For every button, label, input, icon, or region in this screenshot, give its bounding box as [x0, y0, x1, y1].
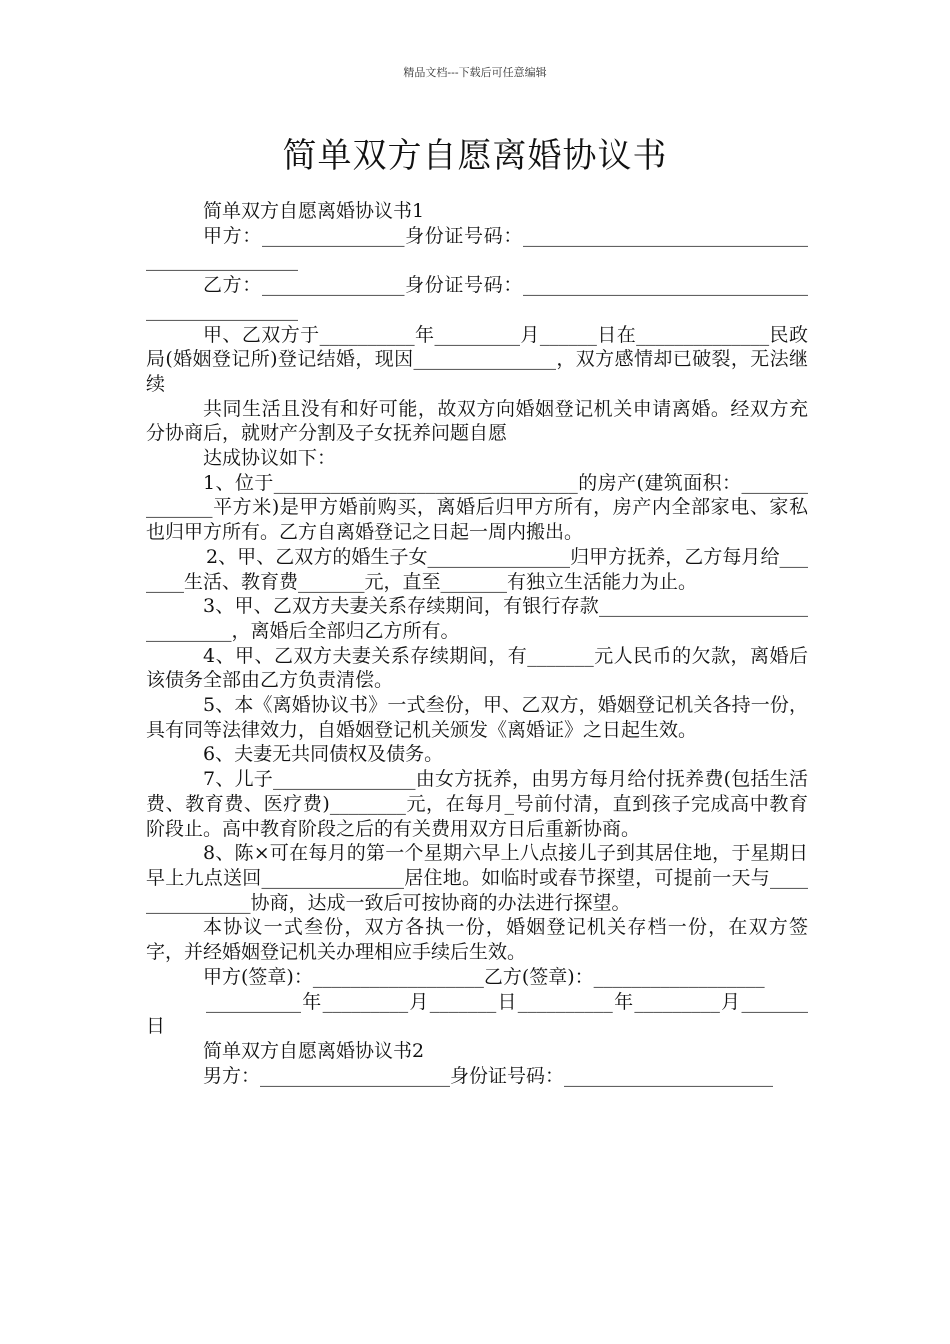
clause-8: 8、陈×可在每月的第一个星期六早上八点接儿子到其居住地，于星期日早上九点送回_______________居住地。如临时或春节探望，可提前一天与_______________协商，达成一致后可按协商的办法进行探望。 [146, 842, 808, 914]
clause-5: 5、本《离婚协议书》一式叁份，甲、乙双方，婚姻登记机关各持一份，具有同等法律效力，自婚姻登记机关颁发《离婚证》之日起生效。 [146, 694, 808, 741]
party-a-line: 甲方：_______________身份证号码：______________________________________________ [146, 224, 808, 272]
date-line: __________年_________月_______日__________年_________月_______日 [146, 990, 808, 1038]
page-title: 简单双方自愿离婚协议书 [282, 136, 668, 176]
marriage-info-paragraph: 甲、乙双方于__________年_________月______日在______________民政局(婚姻登记所)登记结婚，现因_______________，双方感情却已破裂，无法继续 [146, 323, 808, 395]
section-heading-2: 简单双方自愿离婚协议书2 [203, 1039, 425, 1062]
male-party-line: 男方：____________________身份证号码：______________________ [203, 1064, 774, 1087]
clause-1: 1、位于________________________________的房产(建筑面积：______________平方米)是甲方婚前购买，离婚后归甲方所有，房产内全部家电、家私也归甲方所有。乙方自离婚登记之日起一周内搬出。 [146, 471, 808, 544]
signature-line: 甲方(签章)：__________________乙方(签章)：__________________ [203, 965, 765, 988]
section-heading-1: 简单双方自愿离婚协议书1 [203, 200, 425, 222]
party-b-line: 乙方：_______________身份证号码：______________________________________________ [146, 274, 808, 321]
clause-2: 2、甲、乙双方的婚生子女_______________归甲方抚养，乙方每月给_______生活、教育费_______元，直至_______有独立生活能力为止。 [146, 545, 808, 593]
clause-4: 4、甲、乙双方夫妻关系存续期间，有_______元人民币的欠款，离婚后该债务全部由乙方负责清偿。 [146, 644, 808, 692]
application-paragraph: 共同生活且没有和好可能，故双方向婚姻登记机关申请离婚。经双方充分协商后，就财产分割及子女抚养问题自愿 [146, 397, 808, 445]
closing-paragraph: 本协议一式叁份，双方各执一份，婚姻登记机关存档一份，在双方签字，并经婚姻登记机关办理相应手续后生效。 [146, 916, 808, 964]
agreement-intro: 达成协议如下： [203, 447, 337, 470]
document-body [146, 199, 808, 1088]
clause-3: 3、甲、乙双方夫妻关系存续期间，有银行存款_______________________________，离婚后全部归乙方所有。 [146, 595, 808, 642]
page-header: 精品文档---下载后可任意编辑 [403, 66, 547, 79]
clause-7: 7、儿子_______________由女方抚养，由男方每月给付抚养费(包括生活费、教育费、医疗费)________元，在每月_号前付清，直到孩子完成高中教育阶段止。高中教育阶段之后的有关费用双方日后重新协商。 [146, 768, 808, 840]
clause-6: 6、夫妻无共同债权及债务。 [203, 743, 444, 766]
